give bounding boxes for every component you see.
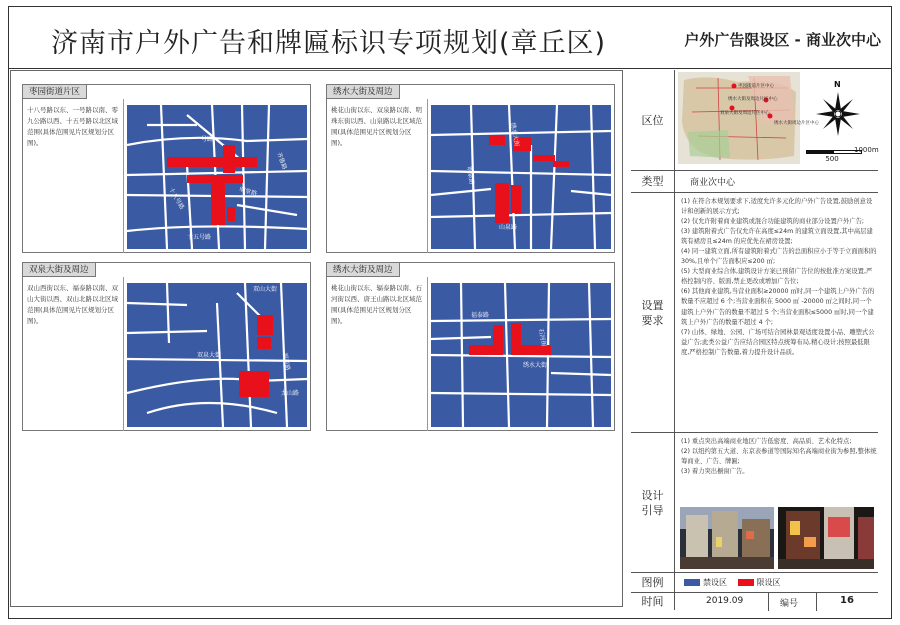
legend-swatch-restricted [738,579,754,586]
location-map [678,72,819,164]
location-label: 区位 [631,70,675,170]
number-label: 编号 [780,599,799,609]
compass-north: N [834,80,841,89]
panel-description: 桃花山街以东、双泉路以南、明珠东街以西、山泉路以北区域范围(具体范围见片区规划分区图)。 [331,106,422,147]
panel-title: 枣园街道片区 [23,85,87,99]
road-label: 福泰路 [471,312,490,319]
panel-divider [427,277,428,431]
road-label: 福泰路 [281,352,292,372]
road-label: 十八号路 [167,186,186,211]
road-label: 十五号路 [187,234,212,241]
panel-description: 双山西街以东、福泰路以南、双山大街以西、双山北路以北区域范围(具体范围见片区规划分区图)。 [27,284,118,325]
requirement-item: (5) 大型商业综合体,建筑设计方案已预留广告位的按批准方案设置,严格控制内容、版面,禁止更改或增加广告位; [681,268,873,286]
legend-row [631,572,878,592]
zoning-map [127,283,307,427]
guidance-item: (1) 重点突出高端商业地区广告低密度、高品质、艺术化特点; [681,438,852,445]
road-label: 齐鲁路 [275,151,288,171]
center-label: 枣园街道片区中心 [738,84,774,89]
road-label: 明堂路 [238,186,258,198]
zoning-map [127,105,307,249]
legend-item-label: 限设区 [756,578,781,587]
panel-divider [123,277,124,431]
requirements-row [631,192,878,432]
info-table [631,70,878,610]
panel-title: 绣水大街及周边 [327,85,400,99]
panel-zaoyuan [22,84,311,253]
compass [806,78,870,142]
number-value: 16 [840,595,854,606]
road-label: 石河街 [537,328,548,348]
panel-title: 双泉大街及周边 [23,263,96,277]
map-panels-area [10,70,623,607]
location-map-area [676,70,878,170]
requirement-item: (7) 山体、绿地、公园、广场可结合园林景观适度设置小品、雕塑式公益广告;此类公益广告应结合园区特点统筹布局,精心设计;按照最低限度,严格控制广告数量,着力提升设计品质。 [681,328,875,356]
page-title: 济南市户外广告和牌匾标识专项规划(章丘区) [51,28,607,59]
scale-mid: 500 [825,155,839,163]
panel-description: 十八号路以东、一号路以南、零九公路以西、十五号路以北区域范围(具体范围见片区规划分区图)。 [27,106,118,147]
green-area [688,130,730,158]
legend-item-label: 禁设区 [703,578,727,587]
requirement-item: (3) 建筑附着式广告仅允许在高度≤24m 的建筑立面设置,其中高层建筑有裙房且≤24m 的应优先在裙房设置; [681,228,873,246]
type-row [631,170,878,192]
scale-end: 1000m [854,146,879,154]
panel-title: 绣水大街及周边 [327,263,400,277]
road-label: 双山大街 [253,286,278,293]
panel-xiushui-2 [326,262,615,431]
road-label: 绣水大街 [509,122,521,147]
street-photo-right [778,507,874,569]
guidance-item: (2) 以纽约第五大道、东京表参道等国际知名高端商业街为参照,整体统筹商业、广告、牌匾; [681,448,877,466]
legend-swatch-prohibited [684,579,700,586]
requirement-item: (2) 仅允许附着商业建筑或混合功能建筑的商业部分设置户外广告; [681,218,865,226]
requirements-list [681,197,877,358]
panel-xiushui-1 [326,84,615,253]
guidance-row [631,432,878,572]
requirement-item: (4) 同一建筑立面,所有建筑附着式广告的总面积应小于等于立面面积的 30%,且单个广告面积应≤200 ㎡; [681,248,877,266]
zoning-map [431,105,611,249]
center-label: 双泉大街及周边片区中心 [720,111,770,116]
time-label: 时间 [631,593,675,610]
footer-row [631,592,878,610]
north-arrow-icon [806,78,870,142]
road-label: 龙山路 [281,390,300,397]
road-label: 山泉路 [499,224,518,231]
prohibited-zone [431,105,611,249]
time-value: 2019.09 [706,596,744,606]
zoning-map [431,283,611,427]
requirements-label: 设置 要求 [631,193,675,432]
center-label: 绣水大街周边片区中心 [774,121,819,126]
guidance-list [681,437,877,477]
panel-description: 桃花山街以东、辐泰路以南、石河街以西、唐王山路以北区域范围(具体范围见片区规划分区图)。 [331,284,422,325]
road-label: 一号路 [195,136,214,143]
street-photo-left [680,507,774,569]
scale-bar [804,146,879,168]
panel-divider [427,99,428,253]
center-label: 绣水大街及周边片区中心 [728,97,778,102]
type-value: 商业次中心 [690,178,736,188]
road-label: 明泉路 [465,166,476,186]
requirement-item: (1) 在符合本规划要求下,适度允许多元化的户外广告设置,鼓励创意设计和创新的展示方式; [681,198,873,216]
title-bar [9,7,891,69]
legend [684,577,781,588]
requirement-item: (6) 其他商业建筑,当营业面积≥20000 ㎡时,同一个建筑上户外广告的数量不应超过 6 个;当营业面积在 5000 ㎡ -20000 ㎡之间时,同一个建筑上户外广告的数量不超过 5 个;当营业面积≤5000 ㎡时,同一个建筑上户外广告的数量不超过 4 个; [681,288,875,326]
location-row [631,70,878,170]
road-label: 绣水大街 [523,362,548,369]
road-label: 双泉大街 [197,352,222,359]
type-label: 类型 [631,171,675,192]
guidance-item: (3) 着力突出橱窗广告。 [681,468,749,476]
panel-divider [123,99,124,253]
legend-label: 图例 [631,573,675,592]
panel-shuangquan [22,262,311,431]
sheet-subtitle: 户外广告限设区 - 商业次中心 [684,31,881,49]
guidance-label: 设计 引导 [631,433,675,572]
